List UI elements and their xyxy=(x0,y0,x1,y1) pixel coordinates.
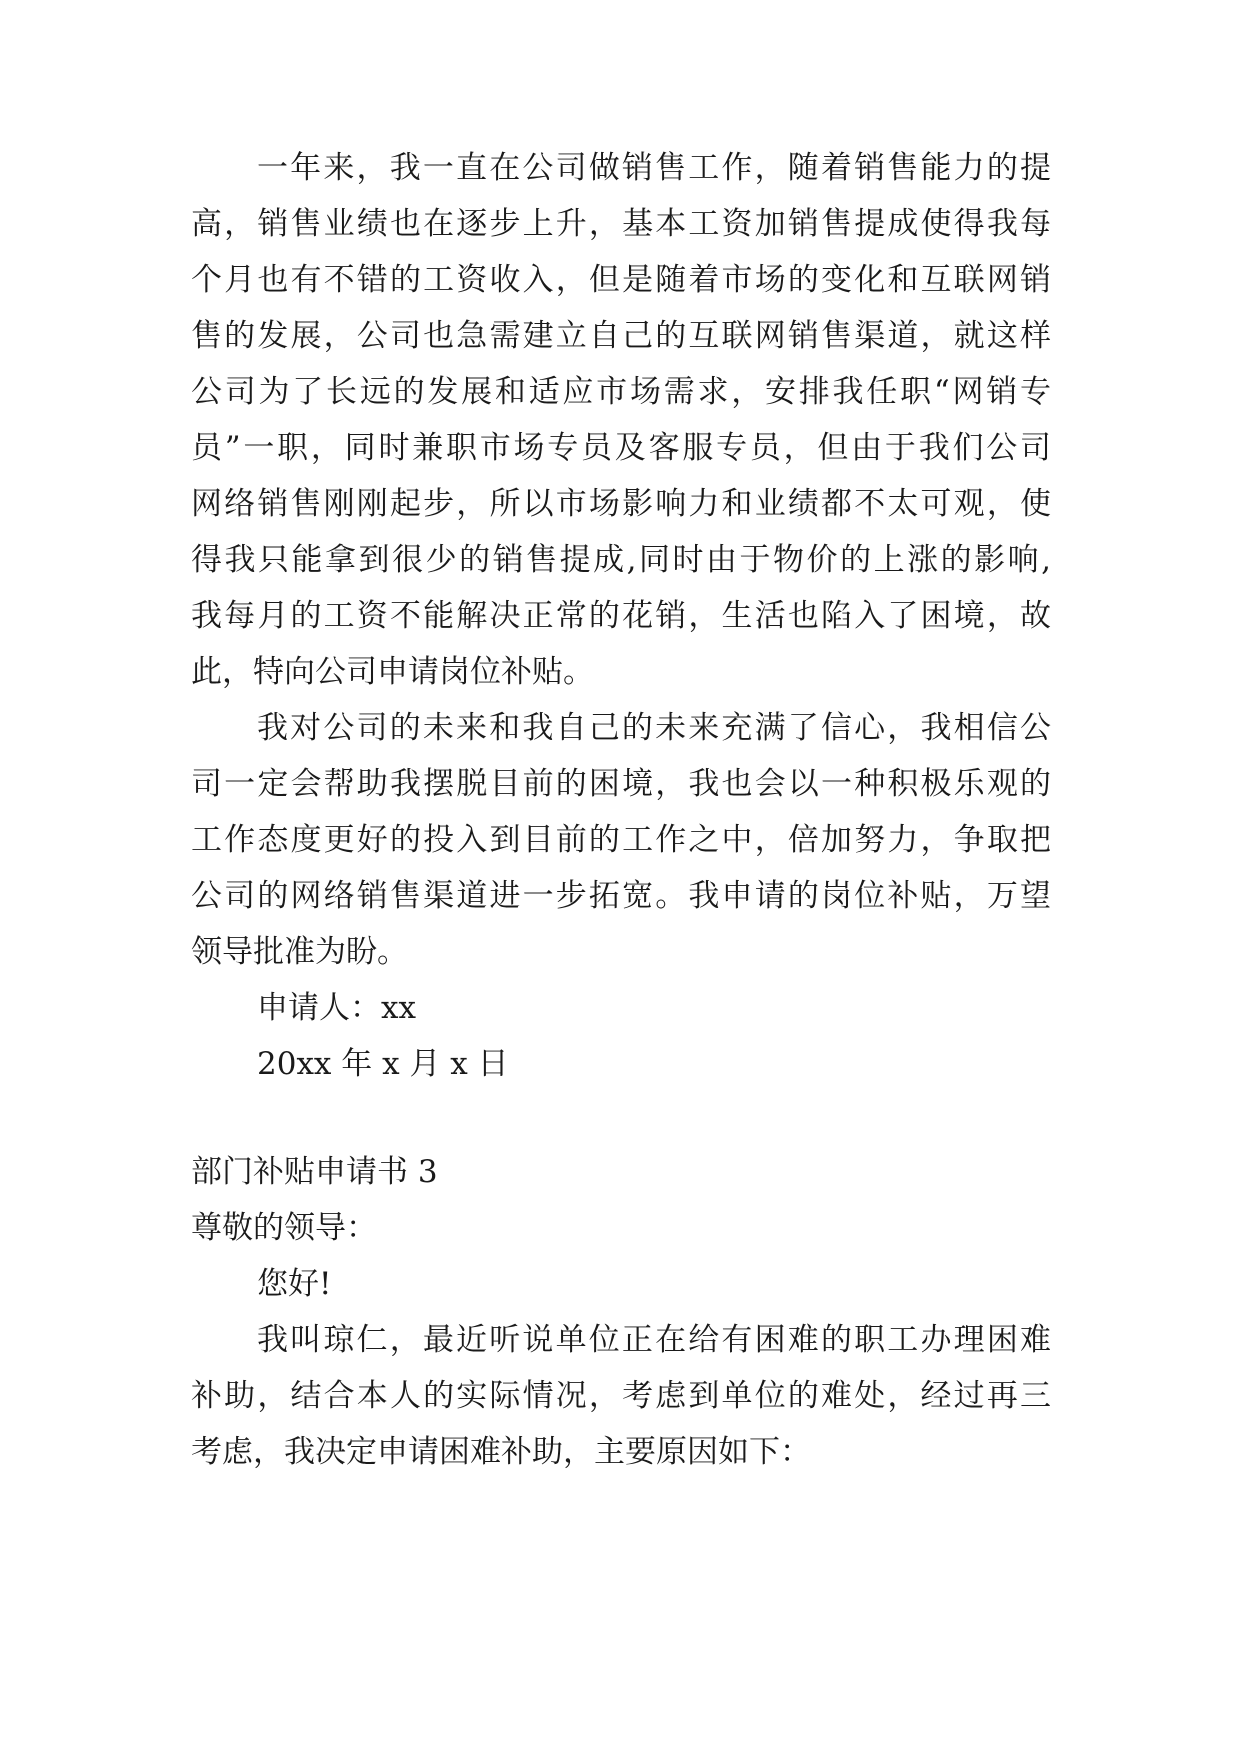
applicant-signature: 申请人：xx xyxy=(257,990,416,1026)
paragraph-line: 我叫琼仁，最近听说单位正在给有困难的职工办理困难 xyxy=(257,1322,1051,1358)
paragraph-line: 公司的网络销售渠道进一步拓宽。我申请的岗位补贴，万望 xyxy=(191,878,1051,914)
paragraph-line: 工作态度更好的投入到目前的工作之中，倍加努力，争取把 xyxy=(191,822,1051,858)
paragraph-line: 考虑，我决定申请困难补助，主要原因如下： xyxy=(191,1434,811,1470)
paragraph-line: 一年来，我一直在公司做销售工作，随着销售能力的提 xyxy=(257,150,1051,186)
paragraph-line: 司一定会帮助我摆脱目前的困境，我也会以一种积极乐观的 xyxy=(191,766,1051,802)
paragraph-line: 我每月的工资不能解决正常的花销，生活也陷入了困境，故 xyxy=(191,598,1051,634)
paragraph-line: 此，特向公司申请岗位补贴。 xyxy=(191,654,594,690)
section-title: 部门补贴申请书 3 xyxy=(191,1154,438,1190)
paragraph-line: 补助，结合本人的实际情况，考虑到单位的难处，经过再三 xyxy=(191,1378,1051,1414)
paragraph-line: 我对公司的未来和我自己的未来充满了信心，我相信公 xyxy=(257,710,1051,746)
greeting: 您好! xyxy=(257,1266,332,1302)
paragraph-line: 售的发展，公司也急需建立自己的互联网销售渠道，就这样 xyxy=(191,318,1051,354)
paragraph-line: 高，销售业绩也在逐步上升，基本工资加销售提成使得我每 xyxy=(191,206,1051,242)
paragraph-line: 员”一职，同时兼职市场专员及客服专员，但由于我们公司 xyxy=(191,430,1051,466)
paragraph-line: 得我只能拿到很少的销售提成,同时由于物价的上涨的影响, xyxy=(191,542,1051,578)
paragraph-line: 领导批准为盼。 xyxy=(191,934,408,970)
paragraph-line: 个月也有不错的工资收入，但是随着市场的变化和互联网销 xyxy=(191,262,1051,298)
paragraph-line: 公司为了长远的发展和适应市场需求，安排我任职“网销专 xyxy=(191,374,1051,410)
application-date: 20xx 年 x 月 x 日 xyxy=(257,1046,509,1082)
paragraph-line: 网络销售刚刚起步，所以市场影响力和业绩都不太可观，使 xyxy=(191,486,1051,522)
salutation: 尊敬的领导： xyxy=(191,1210,377,1246)
